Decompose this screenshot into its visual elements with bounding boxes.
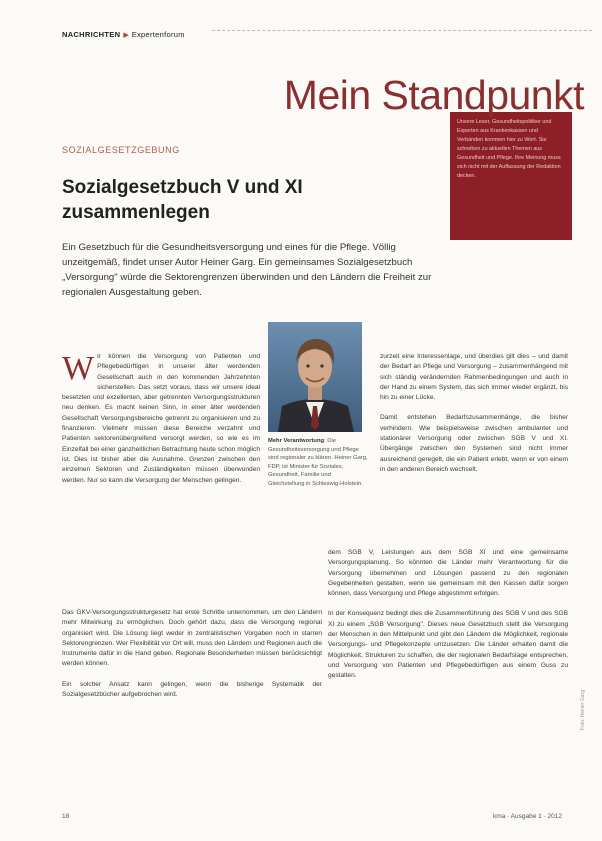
breadcrumb-sub: Expertenforum	[131, 30, 185, 39]
section-label: SOZIALGESETZGEBUNG	[62, 145, 180, 155]
author-photo	[268, 322, 362, 432]
header-divider	[212, 30, 592, 31]
article-lead: Ein Gesetzbuch für die Gesundheitsversorgung und eines für die Pflege. Völlig unzeitgemäß, findet unser Autor Heiner Garg. Ein gemeinsames Sozialgesetzbuch „Versorgung" würde die Sektorengrenzen überwinden und den Ländern die Freiheit zur regionalen Ausgestaltung geben.	[62, 242, 432, 298]
caption-heading: Mehr Verantwortung	[268, 438, 325, 444]
dropcap: W	[62, 350, 95, 387]
intro-box: Unsere Leser, Gesundheitspolitiker und Experten aus Krankenkassen und Verbänden kommen hier zu Wort. Sie schreiben zu aktuellen Themen aus Gesundheit und Pflege. Ihre Meinung muss sich nicht mit der Auffassung der Redaktion decken.	[450, 112, 572, 240]
body-paragraph: dem SGB V, Leistungen aus dem SGB XI und eine gemeinsame Versorgungsplanung. So könnten die Länder mehr Verantwortung für die Versorgung übernehmen und Lösungen passend zu den regionalen Gegebenheiten gestalten, wenn sie gemeinsam mit den Kassen dafür sorgen können, dass Versorgung und Pflege abgestimmt erfolgen.	[328, 549, 568, 598]
body-paragraph: zurzeit eine Interessenlage, und überdies gilt dies – und damit der Bedarf an Pflege und Versorgung – zusammenhängend mit sich ständig verändernden Rahmenbedingungen und auch in der Hand zu einem System, das sich immer wieder ergänzt, bis hin zu einer Lücke.	[380, 353, 568, 402]
breadcrumb	[62, 24, 552, 40]
body-paragraph: Damit entstehen Bedarfszusammenhänge, die bisher verhindern. Wie beispielsweise zwischen ambulanter und stationärer Versorgung oder zwischen SGB V und XI. Übergänge zwischen den Systemen sind nicht immer ausreichend geregelt, die ein Patient erlebt, wenn er von einem in den anderen Bereich wechselt.	[380, 414, 568, 473]
body-paragraph: Ein solcher Ansatz kann gelingen, wenn die bisherige Systematik der Sozialgesetzbücher aufgebrochen wird.	[62, 680, 322, 699]
page-number: 18	[62, 813, 70, 820]
breadcrumb-main: NACHRICHTEN	[62, 30, 121, 39]
magazine-footer: kma · Ausgabe 1 · 2012	[492, 813, 562, 820]
body-paragraph: Wir können die Versorgung von Patienten und Pflegebedürftigen in unserer älter werdenden Gesellschaft auch in den kommenden Jahrzehnten sicherstellen. Das setzt voraus, dass wir unsere ideal besetzten und exzellenten, aber getrennten Versorgungsstrukturen neu denken. Es macht keinen Sinn, in einer älter werdenden Gesellschaft Versorgungsbereiche getrennt zu organisieren und zu finanzieren. Vielmehr müssen diese Bereiche verzahnt und Patienten sektorenübergreifend versorgt werden, so wie es im Einzelfall bei einer ganzheitlichen Betrachtung heute schon möglich ist. Dies ist bisher aber die Ausnahme. Grenzen zwischen den einzelnen Sektoren und Zuständigkeiten müssen überwunden werden. Nur so kann die Versorgung der Menschen gelingen.	[62, 350, 260, 484]
column-right-top	[380, 352, 568, 485]
body-paragraph: In der Konsequenz bedingt dies die Zusammenführung des SGB V und des SGB XI zu einem „SGB Versorgung". Dieses neue Gesetzbuch stellt die Versorgung der Menschen in den Mittelpunkt und gibt den Ländern die Möglichkeit, regionale Versorgungs- und Pflegekonzepte umzusetzen. Die Länder erhalten damit die Möglichkeit, Strukturen zu schaffen, die der regionalen Bedarfslage entsprechen, und Versorgung von Patienten und Pflegebedürftigen aus einem Guss zu gestalten.	[328, 610, 568, 680]
column-right-bottom	[328, 548, 568, 692]
body-paragraph: Das GKV-Versorgungsstrukturgesetz hat erste Schritte unternommen, um den Ländern mehr Mitwirkung zu ermöglichen. Doch gehört dazu, dass die Versorgung regional organisiert wird. Die Lösung liegt weder in zentralistischen Vorgaben noch in starren Sektorengrenzen. Wer Flexibilität vor Ort will, muss den Ländern und Regionen auch die Instrumente dafür in die Hand geben. Regionale Besonderheiten müssen berücksichtigt werden können.	[62, 609, 322, 668]
photo-caption	[268, 437, 368, 489]
column-left-bottom	[62, 608, 322, 710]
article-title: Sozialgesetzbuch V und XI zusammenlegen	[62, 177, 303, 223]
photo-credit: Foto: Heiner Garg	[580, 690, 586, 731]
column-left-top	[62, 352, 260, 496]
caption-text: : Die Gesundheitsversorgung und Pflege sind regionaler zu klären. Heiner Garg, FDP, ist Minister für Soziales, Gesundheit, Familie und Gleichstellung in Schleswig-Holstein.	[268, 438, 368, 487]
chevron-right-icon: ▶	[123, 32, 129, 39]
feature-title: Mein Standpunkt	[283, 72, 584, 118]
